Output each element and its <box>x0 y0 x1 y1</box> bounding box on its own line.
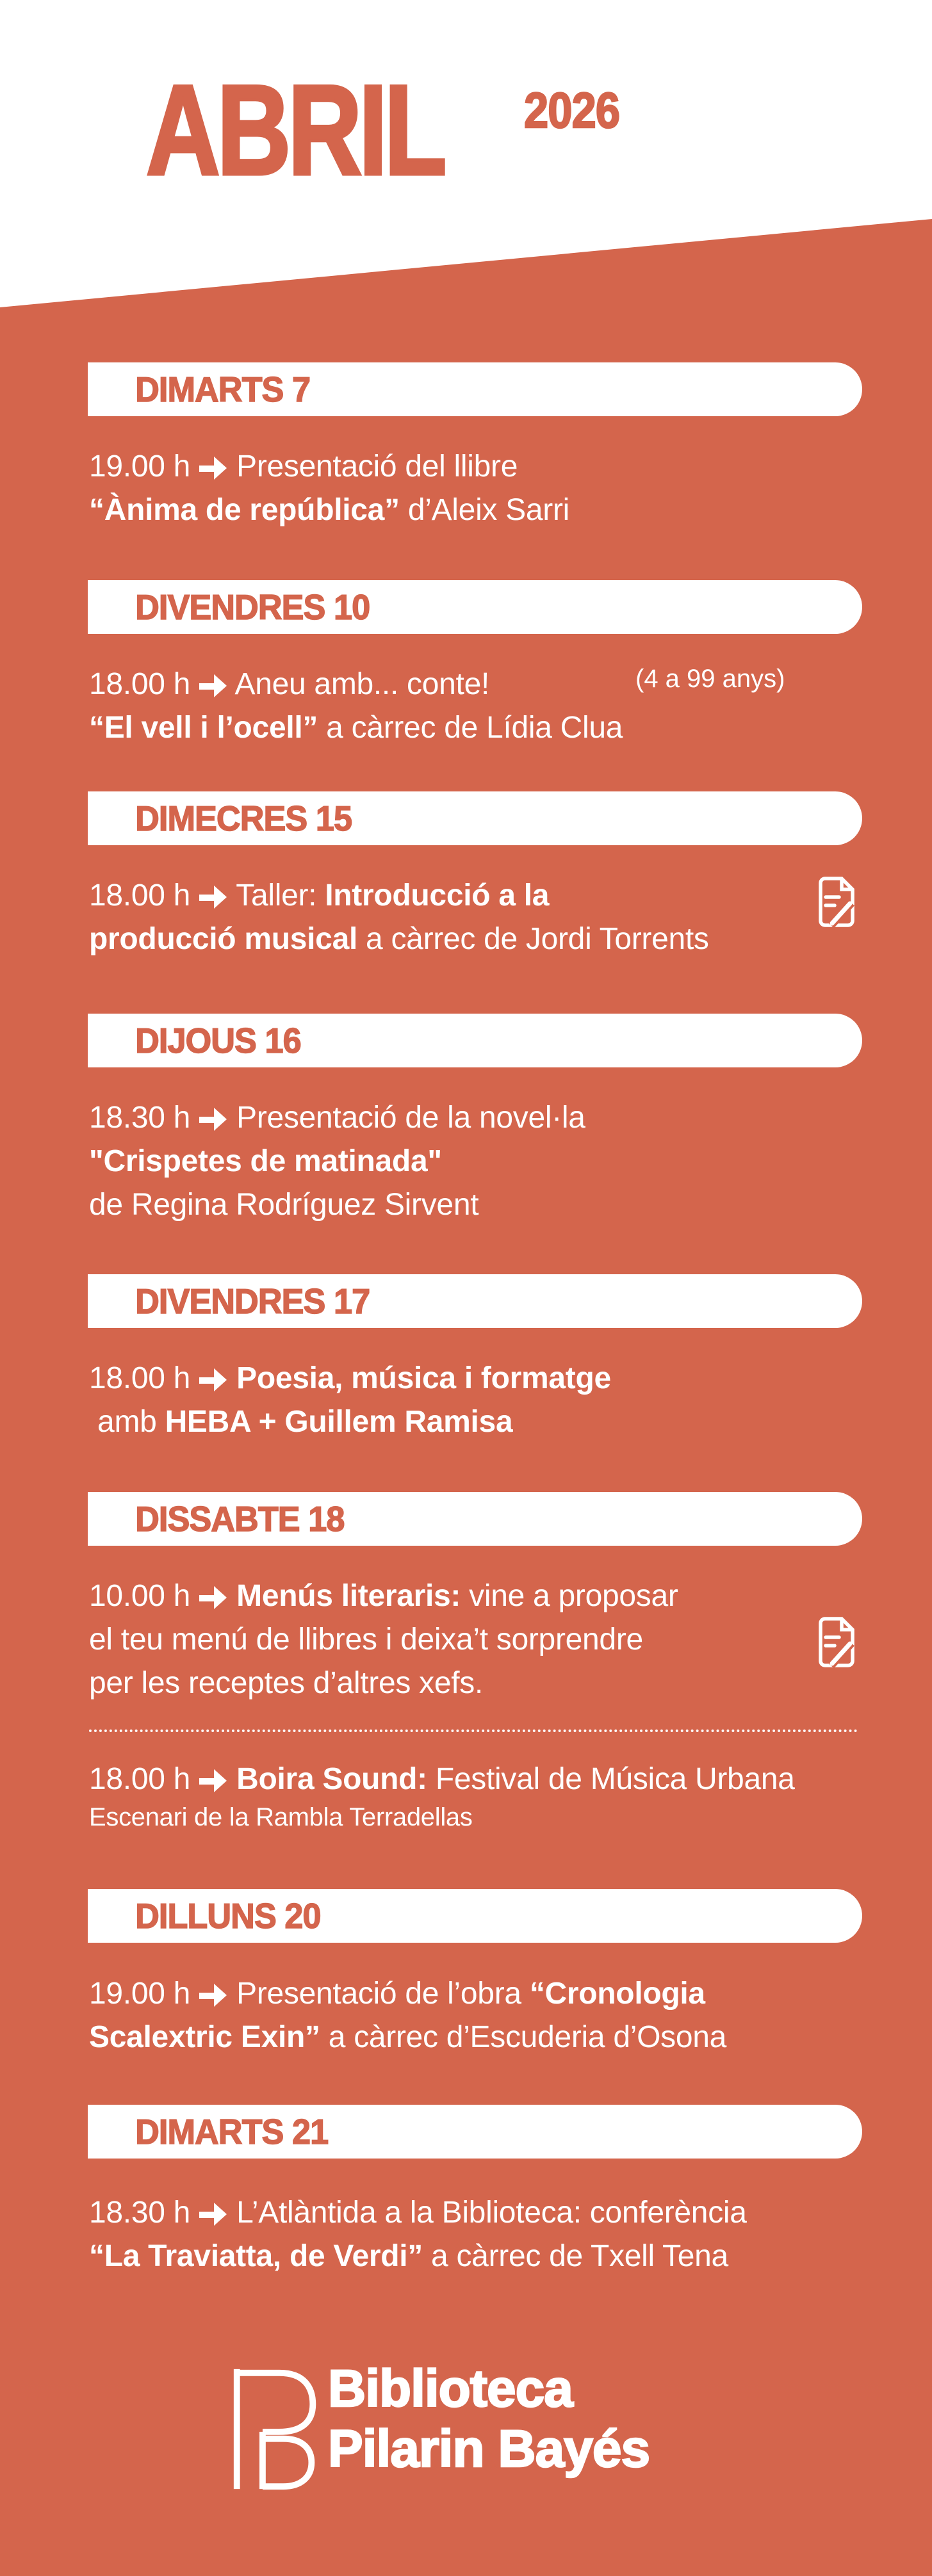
event-text: producció musical <box>89 922 358 956</box>
day-header-pill <box>88 1889 862 1943</box>
day-header-pill <box>88 2105 862 2159</box>
library-name-line2: Pilarin Bayés <box>328 2420 650 2478</box>
event-text-line <box>89 1801 883 1833</box>
day-label: DIVENDRES 17 <box>135 1281 370 1321</box>
arrow-icon <box>199 674 228 697</box>
arrow-icon <box>199 1368 228 1391</box>
event-text: Aneu amb... conte! <box>228 667 489 701</box>
day-header-pill <box>88 1274 862 1328</box>
event-text-line <box>89 918 883 961</box>
event-text: a càrrec de Txell Tena <box>423 2239 728 2273</box>
arrow-icon <box>199 2203 228 2226</box>
dotted-divider <box>89 1729 858 1732</box>
registration-form-icon <box>815 876 858 930</box>
event-text: 18.30 h <box>89 2196 199 2230</box>
event-text-line <box>89 1140 883 1183</box>
event-text: “Cronologia <box>529 1977 705 2011</box>
library-name <box>328 2359 650 2479</box>
event-text: “La Traviatta, de Verdi” <box>89 2239 423 2273</box>
event-text-line <box>89 1183 883 1227</box>
library-name-line1: Biblioteca <box>328 2360 573 2418</box>
day-label: DIVENDRES 10 <box>135 587 370 627</box>
event-body <box>89 1357 883 1444</box>
event-text: per les receptes d’altres xefs. <box>89 1666 483 1700</box>
event-text: 18.00 h <box>89 1762 199 1796</box>
event-text: Poesia, música i formatge <box>236 1361 611 1395</box>
day-label: DIMARTS 21 <box>135 2112 329 2151</box>
event-body <box>89 1575 883 1833</box>
event-text-line <box>89 1357 883 1400</box>
arrow-icon <box>199 1769 228 1792</box>
month-title: ABRIL <box>146 59 444 202</box>
event-text: “Ànima de república” <box>89 493 400 527</box>
event-text-line <box>89 706 883 750</box>
event-text: Presentació del llibre <box>228 450 518 483</box>
event-text <box>228 1579 236 1613</box>
event-text: 18.30 h <box>89 1101 199 1135</box>
day-label: DIMECRES 15 <box>135 798 352 838</box>
event-text: Escenari de la Rambla Terradellas <box>89 1803 473 1831</box>
event-body <box>89 1096 883 1227</box>
event-text: 18.00 h <box>89 667 199 701</box>
event-text-line <box>89 1662 883 1705</box>
event-body <box>89 445 883 532</box>
day-header-pill <box>88 791 862 845</box>
day-label: DIMARTS 7 <box>135 369 311 409</box>
event-text: "Crispetes de matinada" <box>89 1144 442 1178</box>
day-header-pill <box>88 362 862 416</box>
event-text: amb <box>89 1405 165 1439</box>
event-text-line <box>89 1096 883 1140</box>
age-range-note: (4 a 99 anys) <box>635 665 785 693</box>
event-text: d’Aleix Sarri <box>399 493 570 527</box>
event-text-line <box>89 445 883 489</box>
event-text-line <box>89 1400 883 1444</box>
event-text-line <box>89 489 883 532</box>
event-text <box>228 1361 236 1395</box>
event-text: Taller: <box>228 879 325 912</box>
event-text: “El vell i l’ocell” <box>89 711 318 745</box>
year-title: 2026 <box>524 82 620 138</box>
arrow-icon <box>199 886 228 909</box>
event-text: 18.00 h <box>89 879 199 912</box>
day-header-pill <box>88 1492 862 1546</box>
day-label: DIJOUS 16 <box>135 1021 301 1060</box>
event-text: HEBA + Guillem Ramisa <box>165 1405 513 1439</box>
event-text: el teu menú de llibres i deixa’t sorprendre <box>89 1623 643 1657</box>
registration-form-icon <box>815 1616 858 1670</box>
arrow-icon <box>199 1108 228 1131</box>
event-text: vine a proposar <box>461 1579 678 1613</box>
event-text: Festival de Música Urbana <box>427 1762 795 1796</box>
event-text-line <box>89 1972 883 2016</box>
event-text-line <box>89 874 883 918</box>
event-text: 19.00 h <box>89 1977 199 2011</box>
event-body <box>89 874 883 961</box>
arrow-icon <box>199 1586 228 1609</box>
event-text-line <box>89 2016 883 2059</box>
event-text: a càrrec de Jordi Torrents <box>357 922 709 956</box>
event-text-line <box>89 2235 883 2278</box>
day-header-pill <box>88 1014 862 1067</box>
event-text: Scalextric Exin” <box>89 2020 320 2054</box>
event-body <box>89 2191 883 2278</box>
day-header-pill <box>88 580 862 634</box>
event-text: Menús literaris: <box>236 1579 461 1613</box>
event-body <box>89 1972 883 2059</box>
event-text: Boira Sound: <box>236 1762 427 1796</box>
event-text: Presentació de la novel·la <box>228 1101 585 1135</box>
event-text: de Regina Rodríguez Sirvent <box>89 1188 479 1222</box>
day-label: DILLUNS 20 <box>135 1896 321 1936</box>
arrow-icon <box>199 457 228 480</box>
event-text-line <box>89 1758 883 1801</box>
event-text: a càrrec d’Escuderia d’Osona <box>320 2020 727 2054</box>
event-text: L’Atlàntida a la Biblioteca: conferència <box>228 2196 747 2230</box>
event-text: Presentació de l’obra <box>228 1977 530 2011</box>
event-text <box>228 1762 236 1796</box>
event-text: a càrrec de Lídia Clua <box>318 711 623 745</box>
event-text-line <box>89 1575 883 1618</box>
event-text: 19.00 h <box>89 450 199 483</box>
event-text: 10.00 h <box>89 1579 199 1613</box>
event-text: Introducció a la <box>325 879 550 912</box>
arrow-icon <box>199 1984 228 2007</box>
day-label: DISSABTE 18 <box>135 1499 345 1539</box>
event-text-line <box>89 1618 883 1662</box>
library-logo <box>229 2367 323 2495</box>
event-text: 18.00 h <box>89 1361 199 1395</box>
event-text-line <box>89 2191 883 2235</box>
